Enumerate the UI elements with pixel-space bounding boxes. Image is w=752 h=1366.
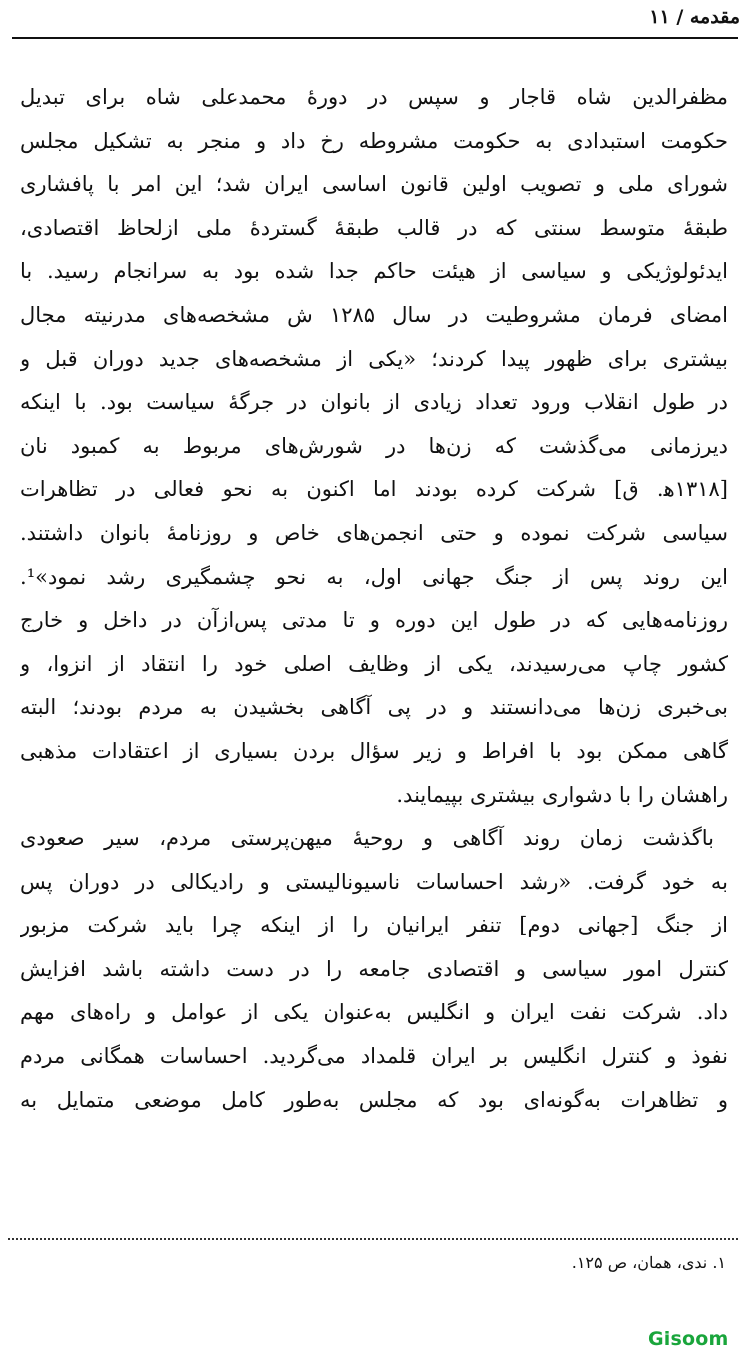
site-watermark: Gisoom <box>648 1328 729 1350</box>
text-line: راهشان را با دشواری بیشتری بپیمایند. <box>396 782 728 807</box>
text-line: در طول انقلاب ورود تعداد زیادی از بانوان در جرگۀ سیاست بود. با اینکه <box>20 390 728 415</box>
text-line: بی‌خبری زن‌ها می‌دانستند و در پی آگاهی بخشیدن به مردم بودند؛ البته <box>20 695 728 720</box>
header-divider <box>12 37 738 39</box>
text-line: دیرزمانی می‌گذشت که زن‌ها در شورش‌های مربوط به کمبود نان <box>20 433 728 458</box>
text-line: این روند پس از جنگ جهانی اول، به نحو چشمگیری رشد نمود»¹. <box>20 564 728 589</box>
text-line: باگذشت زمان روند آگاهی و روحیۀ میهن‌پرستی مردم، سیر صعودی <box>20 826 714 851</box>
body-text <box>20 76 728 1122</box>
text-line: [۱۳۱۸ه‍. ق] شرکت کرده بودند اما اکنون به نحو فعالی در تظاهرات <box>20 477 728 502</box>
footnote-divider <box>8 1238 738 1240</box>
text-line: به خود گرفت. «رشد احساسات ناسیونالیستی و رادیکالی در دوران پس <box>20 869 728 894</box>
text-line: شورای ملی و تصویب اولین قانون اساسی ایران شد؛ این امر با پافشاری <box>20 172 728 197</box>
text-line: ایدئولوژیکی و سیاسی از هیئت حاکم جدا شده بود به سرانجام رسید. با <box>20 259 728 284</box>
text-line: حکومت استبدادی به حکومت مشروطه رخ داد و منجر به تشکیل مجلس <box>20 128 728 153</box>
text-line: سیاسی شرکت نموده و حتی انجمن‌های خاص و روزنامۀ بانوان داشتند. <box>20 520 728 545</box>
text-line: داد. شرکت نفت ایران و انگلیس به‌عنوان یکی از عوامل و راه‌های مهم <box>20 1000 728 1025</box>
text-line: و تظاهرات به‌گونه‌ای بود که مجلس به‌طور کامل موضعی متمایل به <box>20 1087 728 1112</box>
text-line: بیشتری برای ظهور پیدا کردند؛ «یکی از مشخصه‌های جدید دوران قبل و <box>20 346 728 371</box>
text-line: کنترل امور سیاسی و اقتصادی جامعه را در دست داشته باشد افزایش <box>20 956 728 981</box>
page-header: مقدمه / ۱۱ <box>649 6 740 28</box>
text-line: امضای فرمان مشروطیت در سال ۱۲۸۵ ش مشخصه‌های مدرنیته مجال <box>20 302 728 327</box>
text-line: کشور چاپ می‌رسیدند، یکی از وظایف اصلی خود را انتقاد از انزوا، و <box>20 651 728 676</box>
text-line: مظفرالدین شاه قاجار و سپس در دورۀ محمدعلی شاه برای تبدیل <box>20 85 728 109</box>
footnote: ۱. ندی، همان، ص ۱۲۵. <box>571 1253 726 1272</box>
text-line: طبقۀ متوسط سنتی که در قالب طبقۀ گستردۀ ملی ازلحاظ اقتصادی، <box>20 215 728 240</box>
text-line: روزنامه‌هایی که در طول این دوره و تا مدتی پس‌ازآن در داخل و خارج <box>20 608 728 633</box>
text-line: گاهی ممکن بود با افراط و زیر سؤال بردن بسیاری از اعتقادات مذهبی <box>20 738 728 763</box>
text-line: نفوذ و کنترل انگلیس بر ایران قلمداد می‌گردید. احساسات همگانی مردم <box>20 1044 728 1069</box>
text-line: از جنگ [جهانی دوم] تنفر ایرانیان را از اینکه چرا باید شرکت مزبور <box>20 913 728 938</box>
